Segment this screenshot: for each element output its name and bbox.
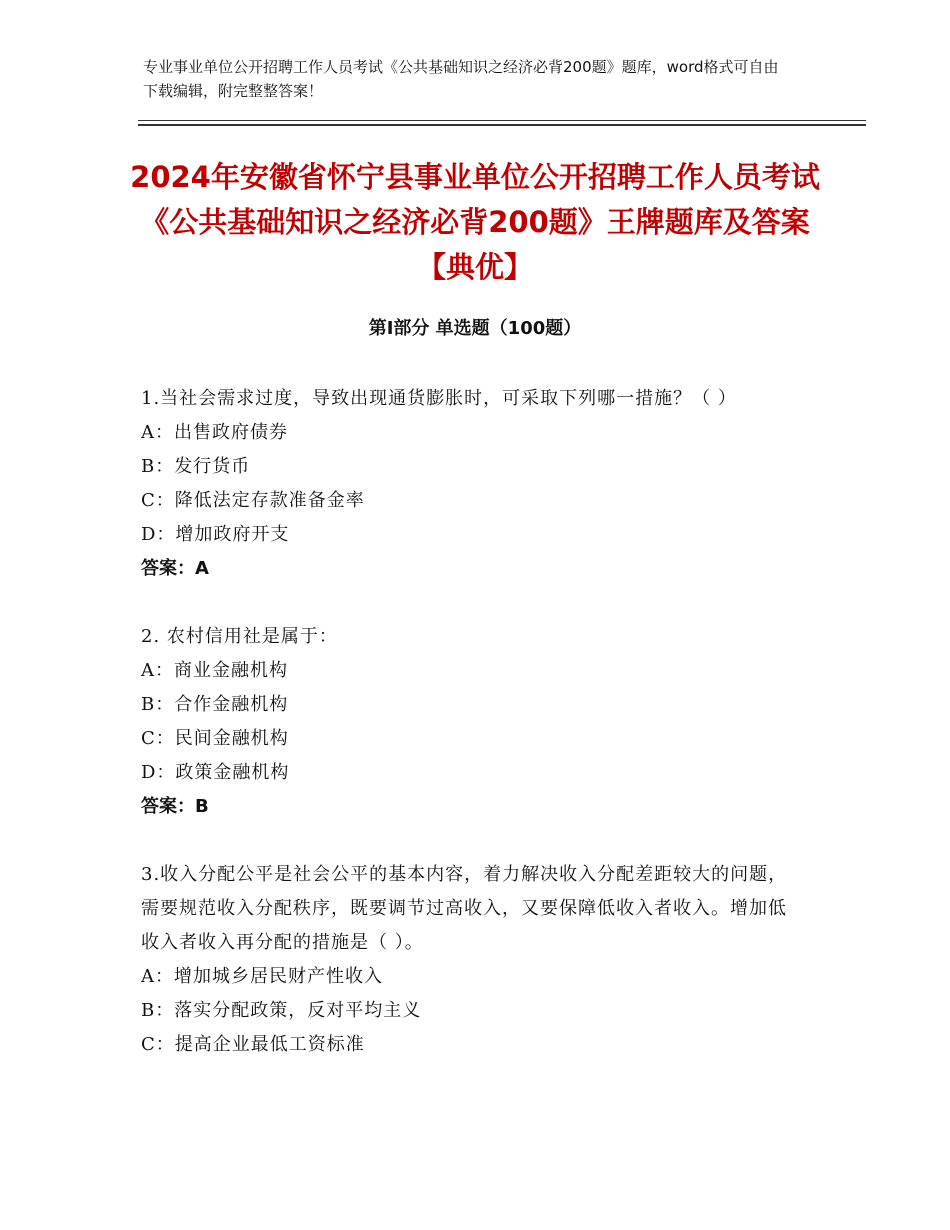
option-b: B：落实分配政策，反对平均主义: [141, 1000, 422, 1021]
header-divider-thick: [138, 124, 866, 126]
document-title: 2024年安徽省怀宁县事业单位公开招聘工作人员考试《公共基础知识之经济必背200题》王牌题库及答案【典优】: [130, 160, 820, 284]
option-d: D：增加政府开支: [141, 524, 290, 545]
spacer: [141, 586, 801, 620]
question-block: [141, 382, 801, 586]
header-divider-thin: [138, 120, 866, 121]
question-block: [141, 858, 801, 1062]
header-note: 专业事业单位公开招聘工作人员考试《公共基础知识之经济必背200题》题库，word格式可自由下载编辑，附完整整答案！: [143, 58, 779, 100]
question-stem: 1.当社会需求过度，导致出现通货膨胀时，可采取下列哪一措施？（ ）: [141, 388, 737, 409]
question-block: [141, 620, 801, 824]
option-a: A：商业金融机构: [141, 660, 288, 681]
option-d: D：政策金融机构: [141, 762, 290, 783]
option-c: C：民间金融机构: [141, 728, 289, 749]
option-a: A：增加城乡居民财产性收入: [141, 966, 383, 987]
question-stem: 3.收入分配公平是社会公平的基本内容，着力解决收入分配差距较大的问题，需要规范收入分配秩序，既要调节过高收入，又要保障低收入者收入。增加低收入者收入再分配的措施是（ ）。: [141, 864, 788, 953]
option-b: B：发行货币: [141, 456, 251, 477]
option-c: C：提高企业最低工资标准: [141, 1034, 365, 1055]
answer: 答案：B: [141, 796, 209, 817]
answer: 答案：A: [141, 558, 209, 579]
option-b: B：合作金融机构: [141, 694, 289, 715]
option-a: A：出售政府债券: [141, 422, 288, 443]
question-list: [141, 382, 801, 1062]
spacer: [141, 824, 801, 858]
question-stem: 2. 农村信用社是属于：: [141, 626, 338, 647]
section-title: 第Ⅰ部分 单选题（100题）: [368, 318, 582, 339]
option-c: C：降低法定存款准备金率: [141, 490, 365, 511]
